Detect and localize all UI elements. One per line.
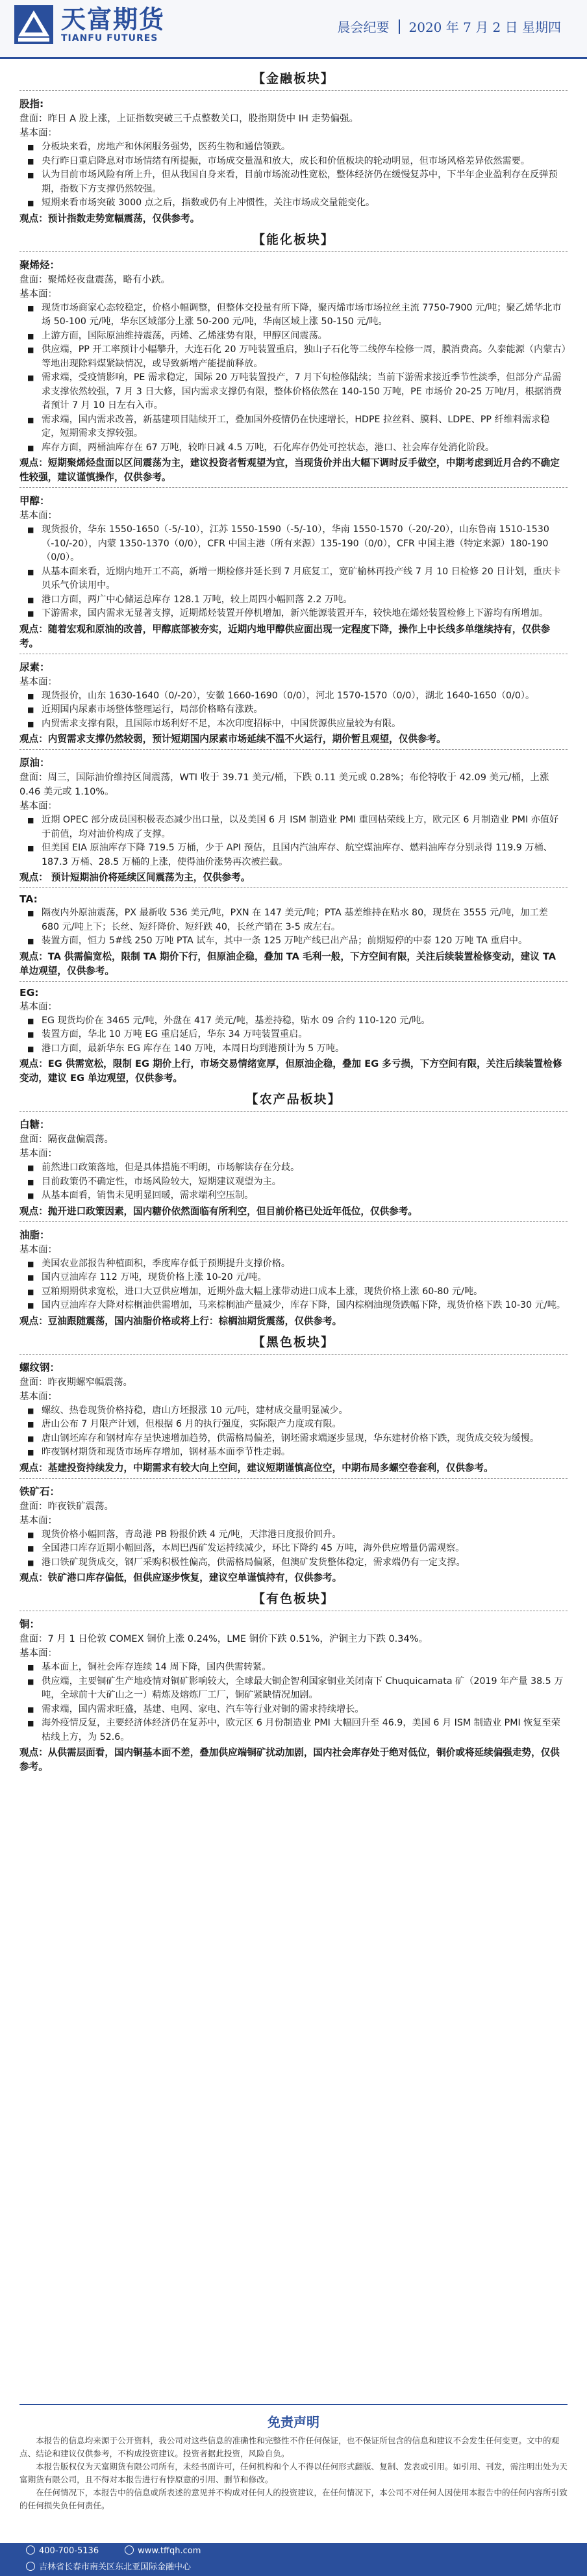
fundamentals-label: 基本面： bbox=[19, 511, 57, 521]
fundamental-point: ■ 短期来看市场突破 3000 点之后，指数或仍有上冲惯性，关注市场成交量能变化。 bbox=[19, 196, 568, 210]
view-conclusion: 观点：抛开进口政策因素，国内糖价依然面临有所利空，但目前价格已处近年低位，仅供参考。 bbox=[19, 1205, 418, 1217]
fundamental-point: ■ 近期国内尿素市场整体整理运行，局部价格略有涨跌。 bbox=[19, 703, 568, 717]
report-date: 2020 年 7 月 2 日 星期四 bbox=[408, 19, 561, 35]
footer-web: www.tffqh.com bbox=[125, 2545, 201, 2556]
footer-address: 吉林省长春市南关区东北亚国际金融中心 bbox=[26, 2560, 191, 2572]
section-title: 【农产品板块】 bbox=[245, 1092, 342, 1106]
report-header bbox=[0, 0, 587, 59]
view-conclusion: 观点：内贸需求支撑仍然较弱，预计短期国内尿素市场延续不温不火运行，期价暂且观望，仅供参考。 bbox=[19, 733, 446, 745]
fundamental-point: ■ 现货市场商家心态较稳定，价格小幅调整，但整体交投量有所下降，聚丙烯市场市场拉丝主流 7750-7900 元/吨；聚乙烯华北市场 50-100 元/吨，华东区域部分上涨 50-200 元/吨，华南区域上涨 50-150 元/吨。 bbox=[19, 301, 568, 329]
view-conclusion: 观点：EG 供需宽松，限制 EG 期价上行，市场交易情绪宽厚，但原油企稳，叠加 EG 多亏损，下方空间有限，关注后续装置检修变动，建议 EG 单边观望，仅供参考。 bbox=[19, 1058, 562, 1084]
fundamentals-list bbox=[19, 813, 568, 869]
fundamental-point: ■ 下游需求，国内需求无显著支撑，近期烯烃装置开停机增加，新兴能源装置开车，较快地在烯烃装置检修上下游均有所增加。 bbox=[19, 607, 568, 621]
fundamental-point: ■ 全国港口库存近期小幅回落，本周巴西矿发运持续减少，环比下降约 45 万吨，海外供应增量仍需观察。 bbox=[19, 1542, 568, 1556]
section-divider bbox=[19, 749, 568, 750]
view-conclusion: 观点：随着宏观和原油的改善，甲醇底部被夯实，近期内地甲醇供应面出现一定程度下降，操作上中长线多单继续持有，仅供参考。 bbox=[19, 623, 551, 649]
disclaimer bbox=[19, 2404, 568, 2512]
commodity-name: 螺纹钢： bbox=[19, 1361, 60, 1373]
commodity-name: 股指: bbox=[19, 98, 44, 110]
fundamentals-list bbox=[19, 689, 568, 732]
commodity-name: 甲醇： bbox=[19, 495, 50, 507]
fundamentals-label: 基本面： bbox=[19, 1515, 57, 1526]
fundamental-point: ■ 国内豆油库存大降对棕榈油供需增加，马来棕榈油产量减少，库存下降，国内棕榈油现货跌幅下降，现货价格下跌 10-30 元/吨。 bbox=[19, 1299, 568, 1313]
fundamentals-list bbox=[19, 1257, 568, 1313]
disclaimer-paragraph: 本报告版权仅为天富期货有限公司所有，未经书面许可，任何机构和个人不得以任何形式翻版、复制、发表或引用。如引用、刊发，需注明出处为天富期货有限公司，且不得对本报告进行有悖原意的引用、删节和修改。 bbox=[19, 2462, 568, 2484]
view-conclusion: 观点：短期聚烯烃盘面以区间震荡为主，建议投资者暂观望为宜，当现货价并出大幅下调时反手做空，中期考虑到近月合约不确定性较强，建议谨慎操作，仅供参考。 bbox=[19, 457, 560, 483]
fundamentals-list bbox=[19, 1404, 568, 1460]
fundamental-point: ■ 从基本面来看，近期内地开工不高，新增一期检修并延长到 7 月底复工，宽矿榆林再投产线 7 月 10 日检修 20 日计划，重庆卡贝乐气价读用中。 bbox=[19, 565, 568, 593]
section-divider bbox=[19, 1111, 568, 1112]
fundamental-point: ■ 现货报价，山东 1630-1640（0/-20），安徽 1660-1690（0/0），河北 1570-1570（0/0），湖北 1640-1650（0/0）。 bbox=[19, 689, 568, 704]
market-summary: 盘面：7 月 1 日伦敦 COMEX 铜价上涨 0.24%，LME 铜价下跌 0.51%，沪铜主力下跌 0.34%。 bbox=[19, 1634, 429, 1644]
commodity-name: 铁矿石： bbox=[19, 1485, 60, 1498]
fundamentals-label: 基本面： bbox=[19, 128, 57, 138]
commodity-name: 油脂： bbox=[19, 1229, 50, 1241]
fundamental-point: ■ 但美国 EIA 原油库存下降 719.5 万桶，少于 API 预估，且国内汽油库存、航空煤油库存、燃料油库存分别录得 119.9 万桶、187.3 万桶、28.5 万桶的上涨，使得油价涨势再次被拦截。 bbox=[19, 841, 568, 869]
section-title: 【黑色板块】 bbox=[252, 1334, 334, 1349]
fundamental-point: ■ 美国农业部报告种植面积，季度库存低于预期提升支撑价格。 bbox=[19, 1257, 568, 1271]
fundamentals-list bbox=[19, 1661, 568, 1744]
section-divider bbox=[19, 487, 568, 488]
fundamental-point: ■ 需求端，受疫情影响，PE 需求稳定，国际 20 万吨装置投产，7 月下旬检修陆续；当前下游需求接近季节性淡季，但部分产品需求支撑依然较强，7 月 3 日大修，国内需求支撑仍有限，整体价格依然在 140-150 万吨，PE 市场价 20-25 万吨/月，根据消费者预计 7 月 10 日左右入市。 bbox=[19, 371, 568, 413]
fundamentals-label: 基本面： bbox=[19, 1149, 57, 1159]
fundamental-point: ■ 螺纹、热卷现货价格持稳，唐山方坯报涨 10 元/吨，建材成交量明显减少。 bbox=[19, 1404, 568, 1418]
section-title: 【能化板块】 bbox=[252, 232, 334, 247]
view-conclusion: 观点：TA 供需偏宽松，限制 TA 期价下行，但原油企稳，叠加 TA 毛利一般，下方空间有限，关注后续装置检修变动，建议 TA 单边观望，仅供参考。 bbox=[19, 950, 556, 976]
section-divider bbox=[19, 1478, 568, 1479]
fundamental-point: ■ 分板块来看，房地产和休闲服务强势，医药生物和通信领跌。 bbox=[19, 140, 568, 155]
view-conclusion: 观点：豆油跟随震荡，国内油脂价格或将上行：棕榈油期货震荡，仅供参考。 bbox=[19, 1315, 342, 1327]
fundamentals-list bbox=[19, 1014, 568, 1056]
disclaimer-title: 免责声明 bbox=[268, 2414, 319, 2430]
market-summary: 盘面：昨日 A 股上涨，上证指数突破三千点整数关口，股指期货中 IH 走势偏强。 bbox=[19, 114, 359, 124]
fundamental-point: ■ 前然进口政策落地，但是具体措施不明朗，市场解读存在分歧。 bbox=[19, 1161, 568, 1175]
fundamental-point: ■ EG 现货均价在 3465 元/吨，外盘在 417 美元/吨，基差持稳，贴水 09 合约 110-120 元/吨。 bbox=[19, 1014, 568, 1028]
section-title: 【有色板块】 bbox=[252, 1592, 334, 1606]
view-conclusion: 观点：预计指数走势宽幅震荡，仅供参考。 bbox=[19, 212, 200, 224]
fundamental-point: ■ 豆粕期期供求宽松，进口大豆供应增加，近期外盘大幅上涨带动进口成本上涨，现货价格上涨 60-80 元/吨。 bbox=[19, 1285, 568, 1299]
fundamental-point: ■ 从基本面看，销售未见明显回暖，需求端利空压制。 bbox=[19, 1189, 568, 1203]
fundamentals-label: 基本面： bbox=[19, 1391, 57, 1402]
fundamental-point: ■ 昨夜钢材期货和现货市场库存增加，钢材基本面季节性走弱。 bbox=[19, 1446, 568, 1460]
disclaimer-paragraph: 本报告的信息均来源于公开资料，我公司对这些信息的准确性和完整性不作任何保证，也不保证所包含的信息和建议不会发生任何变更。文中的观点、结论和建议仅供参考，不构成投资建议。投资者据此投资，风险自负。 bbox=[19, 2436, 560, 2458]
fundamental-point: ■ 认为目前市场风险有所上升，但从我国自身来看，目前市场流动性宽松，整体经济仍在缓慢复苏中，下半年企业盈利存在反弹预期，指数下方支撑仍然较强。 bbox=[19, 168, 568, 196]
view-conclusion: 观点：铁矿港口库存偏低，但供应逐步恢复，建议空单谨慎持有，仅供参考。 bbox=[19, 1572, 342, 1583]
fundamental-point: ■ 基本面上，铜社会库存连续 14 周下降，国内供需转紧。 bbox=[19, 1661, 568, 1675]
fundamentals-list bbox=[19, 301, 568, 455]
section-divider bbox=[19, 1354, 568, 1355]
fundamental-point: ■ 港口方面，两广中心储运总库存 128.1 万吨，较上周四小幅回落 2.2 万吨。 bbox=[19, 593, 568, 607]
logo-mark-icon bbox=[13, 4, 55, 45]
header-meta bbox=[338, 17, 562, 36]
commodity-name: TA: bbox=[19, 893, 38, 905]
fundamentals-label: 基本面： bbox=[19, 801, 57, 811]
commodity-name: 铜： bbox=[19, 1618, 40, 1630]
fundamental-point: ■ 现货报价，华东 1550-1650（-5/-10），江苏 1550-1590（-5/-10），华南 1550-1570（-20/-20），山东鲁南 1510-1530（-10/-20），内蒙 1350-1370（0/0），CFR 中国主港（所有来源）135-190（0/0），CFR 中国主港（特定来源）180-190（0/0）。 bbox=[19, 523, 568, 565]
fundamental-point: ■ 近期 OPEC 部分成员国积极表态减少出口量，以及美国 6 月 ISM 制造业 PMI 重回枯荣线上方，欧元区 6 月制造业 PMI 亦值好于前值，均对油价构成了支撑。 bbox=[19, 813, 568, 841]
commodity-name: 聚烯烃： bbox=[19, 259, 60, 271]
fundamentals-list bbox=[19, 523, 568, 621]
section-divider bbox=[19, 90, 568, 91]
market-summary: 盘面：昨夜铁矿震荡。 bbox=[19, 1501, 114, 1512]
fundamental-point: ■ 隔夜内外原油震荡，PX 最新收 536 美元/吨，PXN 在 147 美元/吨；PTA 基差维持在贴水 80，现货在 3555 元/吨，加工差 680 元/吨上下；长丝、短纤降价、短纤跌 40，长丝产销在 3-5 成左右。 bbox=[19, 906, 568, 934]
section-divider bbox=[19, 887, 568, 888]
fundamentals-list bbox=[19, 1528, 568, 1570]
fundamental-point: ■ 需求端，国内需求旺盛，基建、电网、家电、汽车等行业对铜的需求持续增长。 bbox=[19, 1703, 568, 1717]
fundamental-point: ■ 央行昨日重启降息对市场情绪有所提振，市场成交量温和放大，成长和价值板块的轮动明显，但市场风格差异依然需要。 bbox=[19, 155, 568, 169]
fundamentals-label: 基本面： bbox=[19, 1648, 57, 1659]
header-divider bbox=[399, 19, 400, 34]
fundamental-point: ■ 上游方面，国际原油维持震荡，丙烯、乙烯涨势有限，甲醇区间震荡。 bbox=[19, 329, 568, 344]
market-summary: 盘面：聚烯烃夜盘震荡，略有小跌。 bbox=[19, 274, 170, 285]
fundamental-point: ■ 装置方面，恒力 5#线 250 万吨 PTA 试车，其中一条 125 万吨产线已出产品；前期短停的中泰 120 万吨 TA 重启中。 bbox=[19, 934, 568, 949]
globe-icon bbox=[125, 2545, 134, 2555]
commodity-name: 白糖： bbox=[19, 1119, 50, 1130]
commodity-name: EG: bbox=[19, 986, 39, 999]
fundamentals-label: 基本面： bbox=[19, 676, 57, 687]
view-conclusion: 观点： 预计短期油价将延续区间震荡为主，仅供参考。 bbox=[19, 872, 251, 883]
fundamental-point: ■ 国内豆油库存 112 万吨，现货价格上涨 10-20 元/吨。 bbox=[19, 1271, 568, 1285]
fundamental-point: ■ 需求端，国内需求改善，新基建项目陆续开工，叠加国外疫情仍在快速增长，HDPE 拉丝料、膜料、LDPE、PP 纤维料需求稳定，短期需求支撑较强。 bbox=[19, 413, 568, 441]
view-conclusion: 观点：基建投资持续发力，中期需求有较大向上空间，建议短期谨慎高位空，中期布局多螺空卷套利，仅供参考。 bbox=[19, 1462, 493, 1473]
fundamentals-label: 基本面： bbox=[19, 1244, 57, 1255]
fundamentals-label: 基本面： bbox=[19, 1001, 57, 1012]
fundamental-point: ■ 港口方面，最新华东 EG 库存在 140 万吨，本周日均到港预计为 5 万吨。 bbox=[19, 1042, 568, 1056]
fundamental-point: ■ 现货价格小幅回落，青岛港 PB 粉报价跌 4 元/吨，天津港日度报价回升。 bbox=[19, 1528, 568, 1542]
market-summary: 盘面：周三，国际油价维持区间震荡，WTI 收于 39.71 美元/桶，下跌 0.11 美元或 0.28%；布伦特收于 42.09 美元/桶，上涨 0.46 美元或 1.10%。 bbox=[19, 772, 549, 797]
market-summary: 盘面：隔夜盘偏震荡。 bbox=[19, 1134, 114, 1145]
fundamental-point: ■ 唐山公布 7 月限产计划，但根据 6 月的执行强度，实际限产力度或有限。 bbox=[19, 1418, 568, 1432]
fundamental-point: ■ 供应端，PP 开工率预计小幅攀升，大连石化 20 万吨装置重启，独山子石化等二线停车检修一周，膜消费高。久泰能源（内蒙古）等地出现除料煤紧缺情况，或导致新增产能提前释放。 bbox=[19, 343, 568, 371]
phone-icon bbox=[26, 2545, 35, 2555]
section-divider bbox=[19, 251, 568, 252]
commodity-name: 原油： bbox=[19, 757, 50, 769]
fundamentals-label: 基本面： bbox=[19, 288, 57, 300]
section-divider bbox=[19, 981, 568, 982]
footer-phone: 400-700-5136 bbox=[26, 2545, 99, 2556]
fundamentals-list bbox=[19, 906, 568, 949]
fundamentals-list bbox=[19, 1161, 568, 1203]
disclaimer-paragraph: 在任何情况下，本报告中的信息或所表述的意见并不构成对任何人的投资建议，在任何情况下，本公司不对任何人因使用本报告中的任何内容所引致的任何损失负任何责任。 bbox=[19, 2488, 568, 2510]
fundamental-point: ■ 装置方面，华北 10 万吨 EG 重启延后，华东 34 万吨装置重启。 bbox=[19, 1028, 568, 1042]
section-divider bbox=[19, 1221, 568, 1222]
market-summary: 盘面：昨夜期螺窄幅震荡。 bbox=[19, 1377, 132, 1388]
fundamental-point: ■ 港口铁矿现货成交，钢厂采购积极性偏高，供需格局偏紧，但澳矿发货整体稳定，需求端仍有一定支撑。 bbox=[19, 1556, 568, 1570]
logo-name-en: TIANFU FUTURES bbox=[61, 33, 158, 44]
fundamental-point: ■ 唐山钢坯库存和钢材库存呈快速增加趋势，供需格局偏差，钢坯需求端逐步显现，华东建材价格下跌，现货成交较为缓慢。 bbox=[19, 1432, 568, 1446]
fundamental-point: ■ 库存方面，两桶油库存在 67 万吨，较昨日减 4.5 万吨，石化库存仍处可控状态，港口、社会库存处消化阶段。 bbox=[19, 441, 568, 455]
fundamental-point: ■ 供应端，主要铜矿生产地疫情对铜矿影响较大，全球最大铜企智利国家铜业关闭南下 Chuquicamata 矿（2019 年产量 38.5 万吨，全球前十大矿山之一）精炼及熔炼厂工厂，铜矿紧缺情况加剧。 bbox=[19, 1675, 568, 1703]
fundamental-point: ■ 目前政策仍不确定性，市场风险较大，短期建议观望为主。 bbox=[19, 1175, 568, 1190]
fundamentals-list bbox=[19, 140, 568, 210]
fundamental-point: ■ 海外疫情反复，主要经济体经济仍在复苏中，欧元区 6 月份制造业 PMI 大幅回升至 46.9，美国 6 月 ISM 制造业 PMI 恢复至荣枯线上方，为 52.6。 bbox=[19, 1716, 568, 1744]
company-logo bbox=[13, 4, 165, 45]
logo-name-cn: 天富期货 bbox=[61, 5, 166, 34]
section-title: 【金融板块】 bbox=[252, 71, 334, 86]
report-name: 晨会纪要 bbox=[337, 19, 390, 35]
fundamental-point: ■ 内贸需求支撑有限，且国际市场利好不足，本次印度招标中，中国货源供应量较为有限。 bbox=[19, 717, 568, 732]
location-icon bbox=[26, 2562, 35, 2571]
report-body bbox=[19, 65, 568, 1774]
commodity-name: 尿素： bbox=[19, 661, 50, 673]
report-footer bbox=[0, 2543, 587, 2576]
view-conclusion: 观点：从供需层面看，国内铜基本面不差，叠加供应端铜矿扰动加剧，国内社会库存处于绝对低位，铜价或将延续偏强走势，仅供参考。 bbox=[19, 1747, 560, 1772]
